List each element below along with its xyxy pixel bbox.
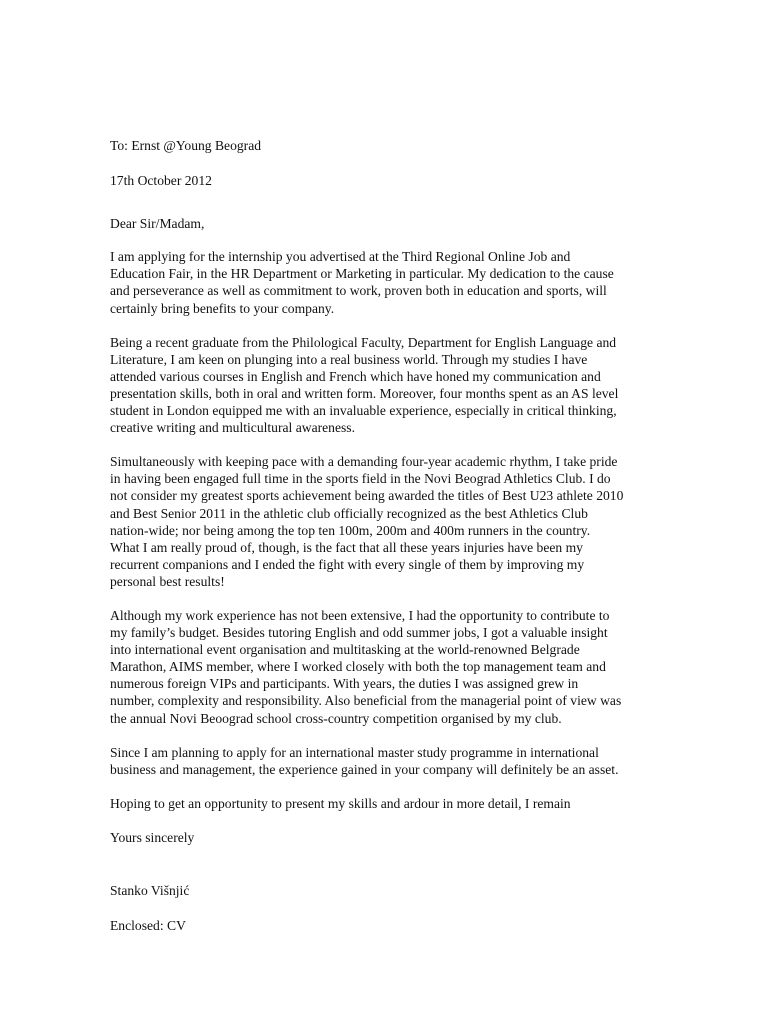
text-line: What I am really proud of, though, is the fact that all these years injuries have been my [110, 539, 583, 555]
text-line: number, complexity and responsibility. Also beneficial from the managerial point of view was [110, 693, 622, 709]
salutation: Dear Sir/Madam, [110, 216, 205, 232]
text-line: Marathon, AIMS member, where I worked closely with both the top management team and [110, 659, 606, 675]
text-line: the annual Novi Beoograd school cross-country competition organised by my club. [110, 710, 562, 726]
enclosure-line: Enclosed: CV [110, 918, 186, 934]
text-line: into international event organisation and multitasking at the world-renowned Belgrade [110, 642, 580, 658]
text-line: Education Fair, in the HR Department or Marketing in particular. My dedication to the cause [110, 266, 614, 282]
text-line: Simultaneously with keeping pace with a demanding four-year academic rhythm, I take pride [110, 454, 618, 470]
text-line: student in London equipped me with an invaluable experience, especially in critical thinking, [110, 403, 617, 419]
text-line: personal best results! [110, 573, 225, 589]
text-line: Being a recent graduate from the Philological Faculty, Department for English Language and [110, 334, 617, 350]
text-line: in having been engaged full time in the sports field in the Novi Beograd Athletics Club. I do [110, 471, 611, 487]
text-line: nation-wide; nor being among the top ten 100m, 200m and 400m runners in the country. [110, 522, 591, 538]
text-line: Since I am planning to apply for an international master study programme in international [110, 744, 599, 760]
complimentary-close: Yours sincerely [110, 829, 195, 845]
paragraph-sports [110, 453, 710, 590]
letter-date: 17th October 2012 [110, 173, 212, 189]
text-line: not consider my greatest sports achievement being awarded the titles of Best U23 athlete 2010 [110, 488, 624, 504]
text-line: Literature, I am keen on plunging into a real business world. Through my studies I have [110, 351, 588, 367]
recipient-line: To: Ernst @Young Beograd [110, 138, 262, 153]
signature-name: Stanko Višnjić [110, 883, 190, 898]
text-line: and Best Senior 2011 in the athletic club officially recognized as the best Athletics Club [110, 505, 588, 521]
text-line: creative writing and multicultural awareness. [110, 420, 355, 436]
text-line: my family’s budget. Besides tutoring English and odd summer jobs, I got a valuable insight [110, 625, 608, 641]
text-line: Although my work experience has not been extensive, I had the opportunity to contribute to [110, 607, 610, 623]
text-line: business and management, the experience gained in your company will definitely be an asset. [110, 761, 619, 777]
text-line: recurrent companions and I ended the fight with every single of them by improving my [110, 556, 585, 572]
text-line: attended various courses in English and French which have honed my communication and [110, 368, 601, 384]
text-line: presentation skills, both in oral and written form. Moreover, four months spent as an AS level [110, 385, 619, 401]
paragraph-future-plans [110, 744, 710, 778]
text-line: and perseverance as well as commitment to work, proven both in education and sports, will [110, 283, 607, 299]
paragraph-introduction [110, 248, 710, 316]
cover-letter [110, 137, 710, 934]
text-line: I am applying for the internship you advertised at the Third Regional Online Job and [110, 249, 571, 265]
text-line: Hoping to get an opportunity to present my skills and ardour in more detail, I remain [110, 795, 571, 811]
paragraph-closing-remark [110, 795, 710, 812]
paragraph-work-experience [110, 607, 710, 727]
paragraph-education [110, 334, 710, 437]
text-line: certainly bring benefits to your company. [110, 300, 335, 316]
text-line: numerous foreign VIPs and participants. With years, the duties I was assigned grew in [110, 676, 579, 692]
